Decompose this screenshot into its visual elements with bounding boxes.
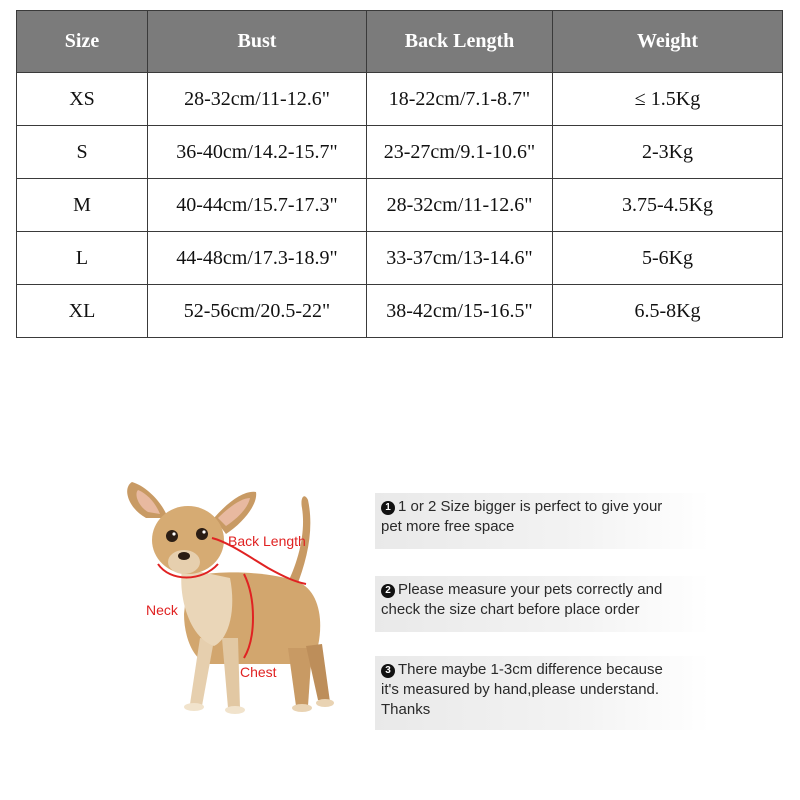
cell-bust: 40-44cm/15.7-17.3"	[148, 179, 367, 232]
cell-back-length: 28-32cm/11-12.6"	[367, 179, 553, 232]
tip-2-line-1: Please measure your pets correctly and	[398, 581, 663, 598]
table-header-row	[17, 11, 783, 73]
size-chart-table	[16, 10, 783, 338]
tip-3-line-2: it's measured by hand,please understand.	[381, 681, 660, 698]
neck-label: Neck	[146, 602, 178, 618]
cell-weight: ≤ 1.5Kg	[553, 73, 783, 126]
table-row	[17, 179, 783, 232]
chest-label: Chest	[240, 664, 277, 680]
table-row	[17, 126, 783, 179]
cell-size: L	[17, 232, 148, 285]
number-1-icon: 1	[381, 501, 395, 515]
table-row	[17, 285, 783, 338]
back-length-label: Back Length	[228, 533, 306, 549]
cell-back-length: 33-37cm/13-14.6"	[367, 232, 553, 285]
cell-weight: 6.5-8Kg	[553, 285, 783, 338]
cell-bust: 52-56cm/20.5-22"	[148, 285, 367, 338]
cell-bust: 36-40cm/14.2-15.7"	[148, 126, 367, 179]
number-2-icon: 2	[381, 584, 395, 598]
cell-size: M	[17, 179, 148, 232]
tip-2	[375, 576, 710, 632]
cell-size: XS	[17, 73, 148, 126]
header-back-length: Back Length	[367, 11, 553, 73]
cell-back-length: 23-27cm/9.1-10.6"	[367, 126, 553, 179]
cell-weight: 3.75-4.5Kg	[553, 179, 783, 232]
header-weight: Weight	[553, 11, 783, 73]
tip-1-line-1: 1 or 2 Size bigger is perfect to give your	[398, 498, 663, 515]
cell-weight: 5-6Kg	[553, 232, 783, 285]
cell-back-length: 38-42cm/15-16.5"	[367, 285, 553, 338]
cell-back-length: 18-22cm/7.1-8.7"	[367, 73, 553, 126]
tip-1-line-2: pet more free space	[381, 518, 515, 535]
header-size: Size	[17, 11, 148, 73]
tip-3	[375, 656, 710, 730]
number-3-icon: 3	[381, 664, 395, 678]
table-row	[17, 232, 783, 285]
tip-2-line-2: check the size chart before place order	[381, 601, 640, 618]
table-row	[17, 73, 783, 126]
cell-bust: 44-48cm/17.3-18.9"	[148, 232, 367, 285]
cell-bust: 28-32cm/11-12.6"	[148, 73, 367, 126]
tip-1	[375, 493, 710, 549]
cell-weight: 2-3Kg	[553, 126, 783, 179]
header-bust: Bust	[148, 11, 367, 73]
tip-3-line-1: There maybe 1-3cm difference because	[398, 661, 663, 678]
cell-size: XL	[17, 285, 148, 338]
tip-3-line-3: Thanks	[381, 701, 431, 718]
cell-size: S	[17, 126, 148, 179]
